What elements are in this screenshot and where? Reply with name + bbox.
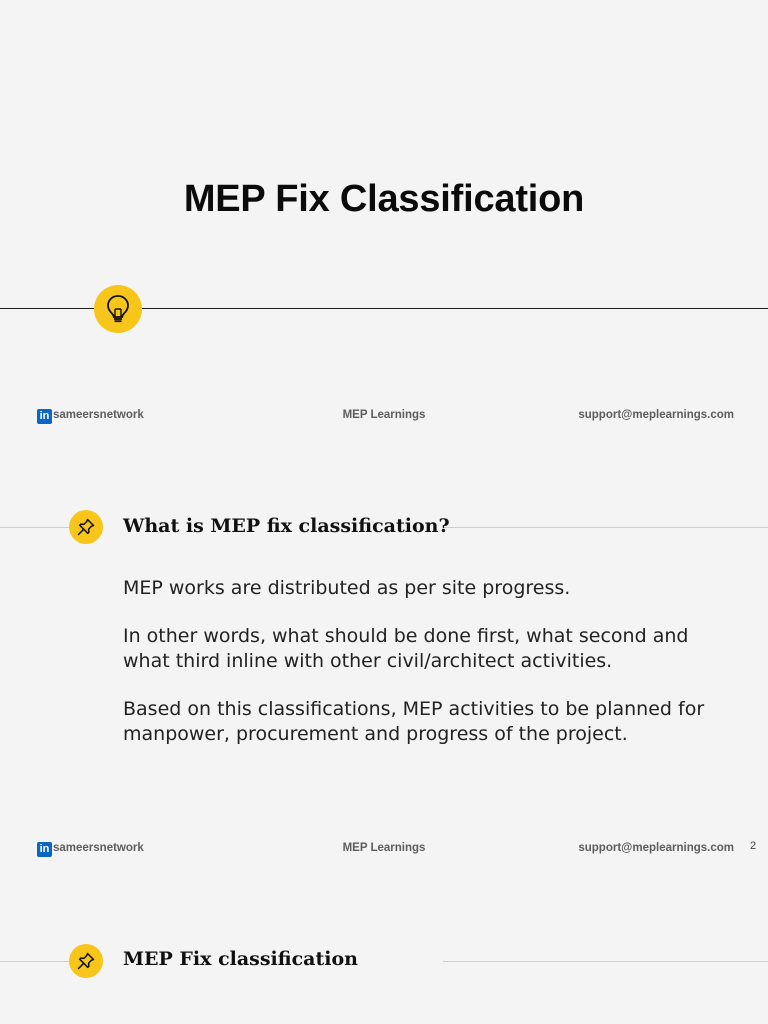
paragraph: In other words, what should be done first, what second and what third inline with other civil/architect activities. bbox=[123, 625, 689, 672]
section-line-left bbox=[0, 961, 73, 962]
section-heading: MEP Fix classification bbox=[123, 948, 358, 970]
footer-brand: MEP Learnings bbox=[342, 409, 426, 421]
pushpin-badge bbox=[69, 510, 103, 544]
pushpin-icon bbox=[76, 951, 96, 971]
footer-email[interactable]: support@meplearnings.com bbox=[578, 409, 734, 421]
section-line-right bbox=[443, 527, 768, 528]
page-number: 2 bbox=[750, 840, 757, 852]
slide-title: MEP Fix Classification bbox=[183, 178, 585, 220]
linkedin-handle[interactable]: sameersnetwork bbox=[53, 409, 144, 421]
footer-row bbox=[0, 841, 768, 859]
section-line-left bbox=[0, 527, 73, 528]
linkedin-icon[interactable]: in bbox=[37, 842, 52, 857]
footer-row bbox=[0, 408, 768, 426]
pushpin-badge bbox=[69, 944, 103, 978]
linkedin-handle[interactable]: sameersnetwork bbox=[53, 842, 144, 854]
paragraph: Based on this classifications, MEP activities to be planned for manpower, procurement and progress of the project. bbox=[123, 698, 705, 745]
footer-brand: MEP Learnings bbox=[342, 842, 426, 854]
footer-email[interactable]: support@meplearnings.com bbox=[578, 842, 734, 854]
section-line-right bbox=[443, 961, 768, 962]
lightbulb-icon bbox=[105, 294, 131, 324]
paragraph: MEP works are distributed as per site progress. bbox=[123, 577, 571, 599]
pushpin-icon bbox=[76, 517, 96, 537]
linkedin-icon[interactable]: in bbox=[37, 409, 52, 424]
lightbulb-badge bbox=[94, 285, 142, 333]
section-heading: What is MEP fix classification? bbox=[123, 515, 450, 537]
